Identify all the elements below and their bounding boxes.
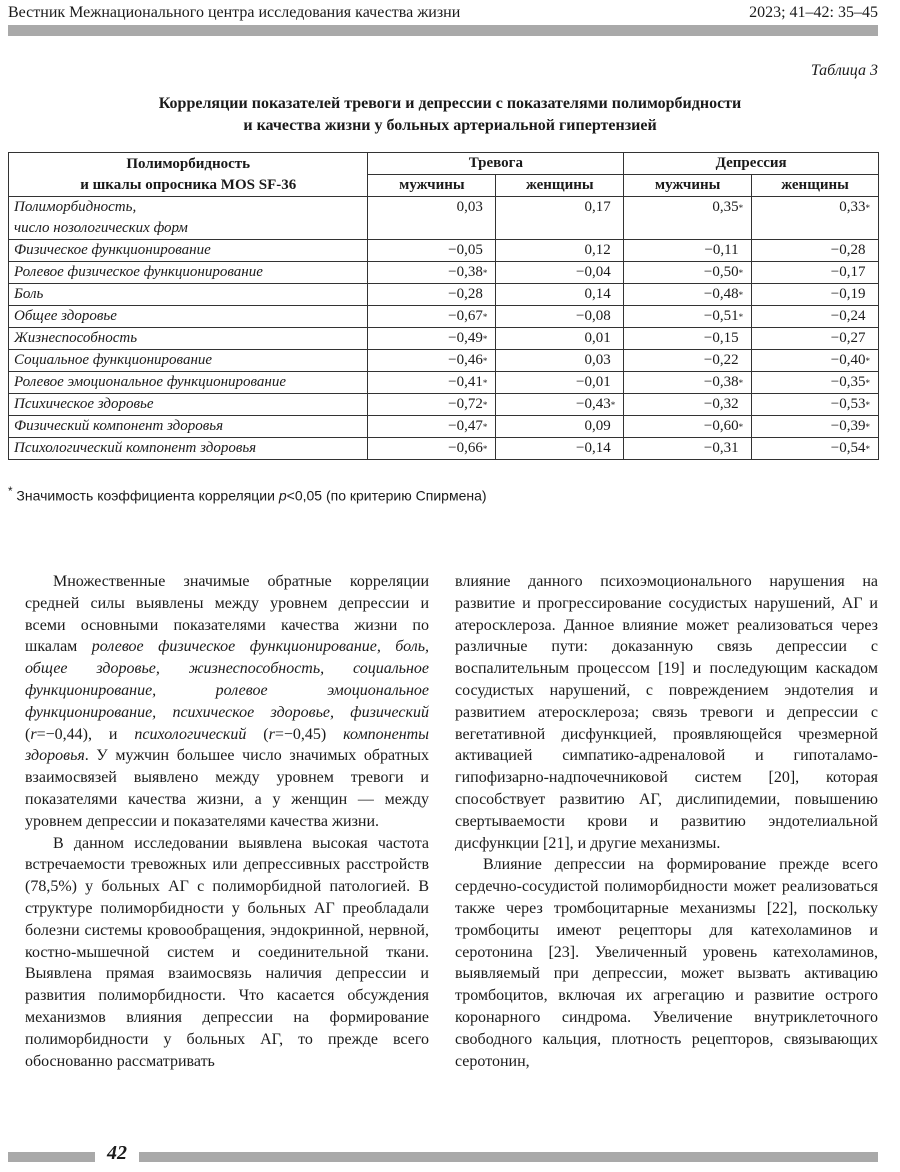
body-column-left <box>25 571 429 1072</box>
table-row <box>9 350 879 372</box>
row-label-text: Психическое здоровье <box>14 396 154 412</box>
table-cell <box>368 416 496 438</box>
table-cell <box>624 262 752 284</box>
cell-value: −0,43 <box>576 396 611 412</box>
table-cell <box>752 240 879 262</box>
table-label: Таблица 3 <box>810 62 878 79</box>
row-label <box>9 438 368 460</box>
cell-value: 0,03 <box>456 199 483 215</box>
cell-value: −0,49 <box>448 330 483 346</box>
cell-value: 0,12 <box>584 242 611 258</box>
table-cell <box>624 240 752 262</box>
cell-value: −0,38 <box>448 264 483 280</box>
significance-mark: * <box>865 203 870 213</box>
significance-mark: * <box>482 268 488 278</box>
cell-value: 0,03 <box>584 352 611 368</box>
table-row <box>9 372 879 394</box>
significance-mark: * <box>738 422 744 432</box>
footnote-mark: * <box>8 485 13 498</box>
table-cell <box>624 328 752 350</box>
table-cell <box>496 197 624 240</box>
significance-mark: * <box>865 422 870 432</box>
cell-value: −0,31 <box>703 440 739 456</box>
running-header <box>8 4 878 24</box>
footnote-text-pre: Значимость коэффициента корреляции <box>12 487 279 504</box>
row-label-text: Жизнеспособность <box>14 330 138 346</box>
table-row <box>9 306 879 328</box>
page-number: 42 <box>95 1142 139 1165</box>
table-cell <box>624 306 752 328</box>
cell-value: −0,38 <box>703 374 739 390</box>
cell-value: −0,28 <box>448 286 483 302</box>
header-scale-line-2: и шкалы опросника MOS SF-36 <box>80 176 297 193</box>
significance-mark: * <box>482 312 488 322</box>
row-label-text: Боль <box>14 286 44 302</box>
row-label-text-2: число нозологических форм <box>14 220 188 236</box>
table-row <box>9 416 879 438</box>
table-cell <box>368 394 496 416</box>
cell-value: −0,67 <box>448 308 483 324</box>
body-paragraph: влияние данного психоэмоционального нарушения на развитие и прогрессирование сосудистых нарушений, АГ и атеросклероза. Данное влияние может реализоваться через различные пути: доказанную связь депрессии с воспалительным процессом [19] и последующим каскадом сосудистых нарушений, с повреждением эндотелия и развитием атеросклероза; связь тревоги и депрессии с вегетативной дисфункцией, проявляющейся чрезмерной активацией симпатико-адреналовой и гипоталамо-гипофизарно-надпочечниковой систем [20], которая способствует развитию АГ, дислипидемии, повышению свертываемости крови и развитию эндотелиальной дисфункции [21], и другие механизмы. <box>455 573 878 852</box>
cell-value: 0,09 <box>584 418 611 434</box>
cell-value: 0,35 <box>712 199 739 215</box>
significance-mark: * <box>738 268 744 278</box>
cell-value: −0,24 <box>830 308 866 324</box>
table-title <box>60 93 840 137</box>
table-body <box>9 197 879 460</box>
cell-value: −0,46 <box>448 352 483 368</box>
cell-value: 0,17 <box>584 199 611 215</box>
table-row <box>9 262 879 284</box>
table-cell <box>496 262 624 284</box>
cell-value: −0,19 <box>830 286 866 302</box>
cell-value: −0,41 <box>448 374 483 390</box>
footnote-p-variable: p <box>278 487 287 504</box>
table-cell <box>496 416 624 438</box>
header-scale-line-1: Полиморбидность <box>126 155 251 172</box>
cell-value: −0,60 <box>703 418 739 434</box>
row-label <box>9 197 368 240</box>
issue-info: 2023; 41–42: 35–45 <box>749 4 878 21</box>
significance-mark: * <box>610 400 616 410</box>
cell-value: −0,08 <box>576 308 611 324</box>
table-row <box>9 197 879 240</box>
cell-value: −0,66 <box>448 440 483 456</box>
significance-mark: * <box>738 290 744 300</box>
row-label <box>9 394 368 416</box>
header-scale-column <box>9 153 368 197</box>
cell-value: −0,17 <box>830 264 866 280</box>
cell-value: −0,32 <box>703 396 739 412</box>
cell-value: −0,15 <box>703 330 739 346</box>
table-cell <box>496 284 624 306</box>
table-cell <box>624 438 752 460</box>
table-title-line-2: и качества жизни у больных артериальной гипертензией <box>243 117 657 134</box>
table-cell <box>752 328 879 350</box>
table-cell <box>368 262 496 284</box>
row-label <box>9 262 368 284</box>
table-cell <box>752 284 879 306</box>
table-title-line-1: Корреляции показателей тревоги и депрессии с показателями полиморбидности <box>158 95 742 112</box>
cell-value: −0,28 <box>830 242 866 258</box>
table-footnote <box>8 485 487 504</box>
cell-value: −0,22 <box>703 352 739 368</box>
cell-value: −0,05 <box>448 242 483 258</box>
cell-value: −0,39 <box>830 418 866 434</box>
header-divider-bar <box>8 25 878 36</box>
body-paragraph: Влияние депрессии на формирование прежде всего сердечно-сосудистой полиморбидности может реализоваться также через тромбоцитарные механизмы [22], поскольку тромбоциты имеют рецепторы для катехоламинов и серотонина [23]. Увеличенный уровень катехоламинов, выявляемый при депрессии, может вызвать активацию тромбоцитов, включая их агрегацию и развитие острого коронарного синдрома. Увеличение внутриклеточного свободного кальция, плотность рецепторов, связывающих серотонин, <box>455 856 878 1070</box>
header-anxiety-group: Тревога <box>368 153 624 175</box>
significance-mark: * <box>482 334 488 344</box>
table-row <box>9 284 879 306</box>
table-cell <box>368 372 496 394</box>
row-label <box>9 240 368 262</box>
correlation-table <box>8 152 879 460</box>
table-cell <box>752 372 879 394</box>
table-cell <box>624 416 752 438</box>
cell-value: −0,48 <box>703 286 739 302</box>
significance-mark: * <box>865 356 870 366</box>
row-label-text: Социальное функционирование <box>14 352 213 368</box>
significance-mark: * <box>482 422 488 432</box>
table-row <box>9 438 879 460</box>
significance-mark: * <box>865 400 870 410</box>
cell-value: −0,27 <box>830 330 866 346</box>
table-cell <box>752 438 879 460</box>
table-cell <box>368 306 496 328</box>
table-cell <box>496 306 624 328</box>
row-label-text: Общее здоровье <box>14 308 117 324</box>
table-cell <box>496 350 624 372</box>
subheader-depression-men: мужчины <box>624 175 752 197</box>
table-cell <box>368 328 496 350</box>
footnote-text-post: <0,05 (по критерию Спирмена) <box>286 487 487 504</box>
significance-mark: * <box>482 400 488 410</box>
table-cell <box>368 240 496 262</box>
subheader-depression-women: женщины <box>752 175 879 197</box>
table-cell <box>752 416 879 438</box>
significance-mark: * <box>482 378 488 388</box>
row-label <box>9 350 368 372</box>
journal-title: Вестник Межнационального центра исследования качества жизни <box>8 4 461 21</box>
table-cell <box>496 372 624 394</box>
table-cell <box>624 394 752 416</box>
table-cell <box>752 262 879 284</box>
cell-value: −0,72 <box>448 396 483 412</box>
table-cell <box>624 350 752 372</box>
table-cell <box>496 328 624 350</box>
row-label <box>9 306 368 328</box>
row-label <box>9 372 368 394</box>
row-label-text: Психологический компонент здоровья <box>14 440 257 456</box>
cell-value: −0,35 <box>830 374 866 390</box>
significance-mark: * <box>865 378 870 388</box>
cell-value: −0,54 <box>830 440 866 456</box>
cell-value: −0,01 <box>576 374 611 390</box>
table-cell <box>624 197 752 240</box>
table-cell <box>752 306 879 328</box>
row-label-text: Физическое функционирование <box>14 242 211 258</box>
row-label <box>9 416 368 438</box>
cell-value: −0,40 <box>830 352 866 368</box>
table-cell <box>368 197 496 240</box>
row-label-text: Физический компонент здоровья <box>14 418 224 434</box>
table-row <box>9 394 879 416</box>
table-cell <box>752 197 879 240</box>
cell-value: −0,47 <box>448 418 483 434</box>
row-label-text: Ролевое эмоциональное функционирование <box>14 374 287 390</box>
cell-value: 0,01 <box>584 330 611 346</box>
table-cell <box>368 350 496 372</box>
table-row <box>9 328 879 350</box>
significance-mark: * <box>738 378 744 388</box>
significance-mark: * <box>482 444 488 454</box>
table-cell <box>752 394 879 416</box>
body-column-right <box>455 571 878 1072</box>
cell-value: −0,14 <box>576 440 611 456</box>
significance-mark: * <box>738 203 744 213</box>
table-header-row <box>9 153 879 175</box>
cell-value: 0,33 <box>839 199 866 215</box>
cell-value: −0,04 <box>576 264 611 280</box>
table-row <box>9 240 879 262</box>
cell-value: −0,11 <box>704 242 739 258</box>
table-cell <box>624 372 752 394</box>
table-cell <box>368 284 496 306</box>
cell-value: −0,50 <box>703 264 739 280</box>
subheader-anxiety-women: женщины <box>496 175 624 197</box>
table-cell <box>496 394 624 416</box>
significance-mark: * <box>482 356 488 366</box>
significance-mark: * <box>738 312 744 322</box>
row-label <box>9 284 368 306</box>
table-cell <box>624 284 752 306</box>
row-label-text: Полиморбидность, <box>14 199 137 215</box>
row-label <box>9 328 368 350</box>
row-label-text: Ролевое физическое функционирование <box>14 264 263 280</box>
subheader-anxiety-men: мужчины <box>368 175 496 197</box>
table-cell <box>368 438 496 460</box>
table-cell <box>496 438 624 460</box>
cell-value: −0,53 <box>830 396 866 412</box>
table-cell <box>752 350 879 372</box>
cell-value: 0,14 <box>584 286 611 302</box>
body-paragraph: В данном исследовании выявлена высокая частота встречаемости тревожных или депрессивных расстройств (78,5%) у больных АГ с полиморбидной патологией. В структуре полиморбидности у больных АГ преобладали болезни системы кровообращения, эндокринной, нервной, костно-мышечной систем и соединительной ткани. Выявлена прямая взаимосвязь наличия депрессии и развития полиморбидности. Что касается обсуждения механизмов влияния депрессии на формирование полиморбидности у больных АГ, то прежде всего обоснованно рассматривать <box>25 834 429 1070</box>
table-cell <box>496 240 624 262</box>
cell-value: −0,51 <box>703 308 739 324</box>
body-paragraph: Множественные значимые обратные корреляции средней силы выявлены между уровнем депрессии и всеми основными показателями качества жизни по шкалам ролевое физическое функционирование, боль, общее здоровье, жизнеспособность, социальное функционирование, ролевое эмоциональное функционирование, психическое здоровье, физический (r=−0,44), и психологический (r=−0,45) компоненты здоровья. У мужчин большее число значимых обратных взаимосвязей выявлено между уровнем тревоги и показателями качества жизни, а у женщин — между уровнем депрессии и показателями качества жизни. <box>25 573 430 830</box>
header-depression-group: Депрессия <box>624 153 879 175</box>
significance-mark: * <box>865 444 870 454</box>
